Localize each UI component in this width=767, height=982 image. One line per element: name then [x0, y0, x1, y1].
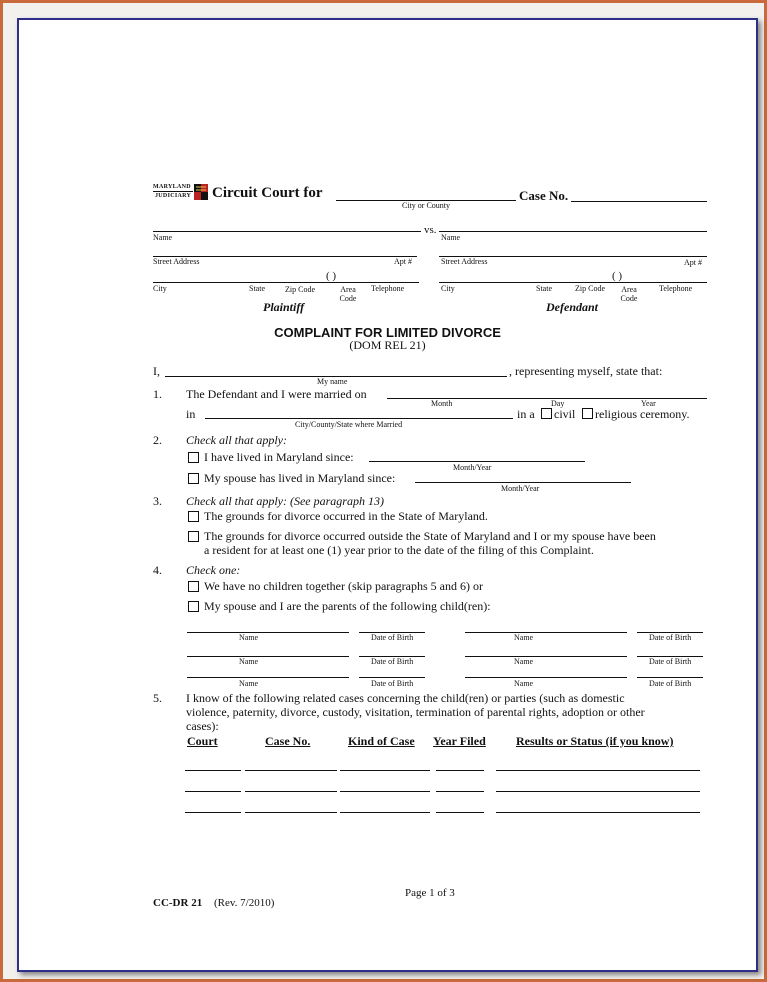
kind-of-case-line[interactable]: [340, 812, 430, 813]
child-dob-label: Date of Birth: [371, 657, 414, 666]
p2-opt1-label: I have lived in Maryland since:: [204, 450, 354, 464]
p4-instruction: Check one:: [186, 563, 241, 577]
child-dob-label: Date of Birth: [371, 679, 414, 688]
plaintiff-city-line[interactable]: [153, 282, 419, 283]
logo-line2: JUDICIARY: [155, 193, 192, 199]
court-line[interactable]: [185, 812, 241, 813]
plaintiff-state-label: State: [249, 284, 265, 293]
p3-opt2-line1: The grounds for divorce occurred outside the State of Maryland and I or my spouse have been: [204, 529, 656, 543]
plaintiff-street-label: Street Address: [153, 257, 200, 266]
defendant-area-parens: ( ): [612, 270, 623, 282]
results-line[interactable]: [496, 812, 700, 813]
form-subtitle: (DOM REL 21): [349, 338, 426, 352]
case-no-line[interactable]: [245, 770, 337, 771]
child-name-label: Name: [514, 633, 534, 642]
child-name-line[interactable]: [187, 656, 349, 657]
maryland-flag-icon: [194, 184, 208, 201]
p2-opt2-label: My spouse has lived in Maryland since:: [204, 471, 396, 485]
year-filed-line[interactable]: [436, 791, 484, 792]
p5-number: 5.: [153, 691, 162, 705]
child-name-label: Name: [239, 679, 259, 688]
defendant-street-label: Street Address: [441, 257, 488, 266]
vs-text: vs.: [424, 224, 437, 236]
p1-text: The Defendant and I were married on: [186, 387, 367, 401]
logo-line1: MARYLAND: [153, 184, 191, 190]
maryland-judiciary-logo: [153, 184, 211, 204]
child-dob-label: Date of Birth: [649, 679, 692, 688]
p4-opt1-label: We have no children together (skip paragraphs 5 and 6) or: [204, 579, 483, 593]
my-name-label: My name: [317, 377, 348, 386]
defendant-name-line[interactable]: [439, 231, 707, 232]
p3-number: 3.: [153, 494, 162, 508]
p4-number: 4.: [153, 563, 162, 577]
results-line[interactable]: [496, 791, 700, 792]
defendant-city-label: City: [441, 284, 455, 293]
city-county-label: City or County: [402, 201, 451, 210]
intro-i: I,: [153, 364, 160, 378]
child-name-line[interactable]: [187, 677, 349, 678]
p3-opt2-line2: a resident for at least one (1) year prior to the date of the filing of this Complaint.: [204, 543, 594, 557]
p5-line3: cases):: [186, 719, 219, 733]
form-id: CC-DR 21: [153, 897, 203, 909]
child-name-line[interactable]: [465, 656, 627, 657]
p2-instruction: Check all that apply:: [186, 433, 287, 447]
p2-opt1-month-year: Month/Year: [453, 463, 492, 472]
p2-opt1-line[interactable]: [369, 461, 585, 462]
child-name-line[interactable]: [465, 677, 627, 678]
p1-day-label: Day: [551, 399, 565, 408]
child-dob-label: Date of Birth: [649, 657, 692, 666]
p1-in-a: in a: [517, 407, 535, 421]
p4-opt2-checkbox[interactable]: [188, 601, 199, 612]
plaintiff-telephone-label: Telephone: [371, 284, 405, 293]
child-dob-line[interactable]: [637, 677, 703, 678]
civil-checkbox[interactable]: [541, 408, 552, 419]
col-results-status: Results or Status (if you know): [516, 734, 674, 748]
year-filed-line[interactable]: [436, 770, 484, 771]
marriage-place-line[interactable]: [205, 418, 513, 419]
p1-month-label: Month: [431, 399, 453, 408]
court-line[interactable]: [185, 791, 241, 792]
p3-opt1-label: The grounds for divorce occurred in the State of Maryland.: [204, 509, 488, 523]
plaintiff-label: Plaintiff: [263, 300, 305, 314]
child-dob-label: Date of Birth: [649, 633, 692, 642]
p3-opt1-checkbox[interactable]: [188, 511, 199, 522]
religious-label: religious ceremony.: [595, 407, 690, 421]
p4-opt2-label: My spouse and I are the parents of the following child(ren):: [204, 599, 491, 613]
court-line[interactable]: [185, 770, 241, 771]
results-line[interactable]: [496, 770, 700, 771]
kind-of-case-line[interactable]: [340, 770, 430, 771]
civil-label: civil: [554, 407, 576, 421]
case-no-line[interactable]: [245, 791, 337, 792]
intro-representing: , representing myself, state that:: [509, 364, 663, 378]
col-court: Court: [187, 734, 218, 748]
child-name-label: Name: [514, 657, 534, 666]
child-name-line[interactable]: [465, 632, 627, 633]
court-title: Circuit Court for: [212, 185, 323, 201]
col-year-filed: Year Filed: [433, 734, 486, 748]
religious-checkbox[interactable]: [582, 408, 593, 419]
form-page: [17, 18, 758, 972]
p1-number: 1.: [153, 387, 162, 401]
p1-year-label: Year: [641, 399, 656, 408]
col-case-no: Case No.: [265, 734, 311, 748]
case-no-line[interactable]: [571, 201, 707, 202]
p2-opt2-month-year: Month/Year: [501, 484, 540, 493]
p5-line1: I know of the following related cases concerning the child(ren) or parties (such as domestic: [186, 691, 625, 705]
defendant-label: Defendant: [546, 300, 598, 314]
defendant-city-line[interactable]: [439, 282, 707, 283]
col-kind-of-case: Kind of Case: [348, 734, 415, 748]
p2-opt2-line[interactable]: [415, 482, 631, 483]
child-name-label: Name: [239, 633, 259, 642]
child-dob-label: Date of Birth: [371, 633, 414, 642]
p3-opt2-checkbox[interactable]: [188, 531, 199, 542]
defendant-apt-label: Apt #: [684, 258, 702, 267]
defendant-telephone-label: Telephone: [659, 284, 693, 293]
p1-in: in: [186, 407, 196, 421]
plaintiff-area-code-label: Area Code: [339, 285, 357, 303]
p5-line2: violence, paternity, divorce, custody, visitation, termination of parental rights, adoption or other: [186, 705, 645, 719]
plaintiff-name-label: Name: [153, 233, 173, 242]
plaintiff-name-line[interactable]: [153, 231, 421, 232]
defendant-area-code-label: Area Code: [620, 285, 638, 303]
p2-number: 2.: [153, 433, 162, 447]
p1-place-label: City/County/State where Married: [295, 420, 403, 429]
plaintiff-city-label: City: [153, 284, 167, 293]
defendant-state-label: State: [536, 284, 552, 293]
child-name-line[interactable]: [187, 632, 349, 633]
p4-opt1-checkbox[interactable]: [188, 581, 199, 592]
defendant-name-label: Name: [441, 233, 461, 242]
plaintiff-apt-label: Apt #: [394, 257, 412, 266]
child-name-label: Name: [514, 679, 534, 688]
p3-instruction: Check all that apply: (See paragraph 13): [186, 494, 384, 508]
defendant-zip-label: Zip Code: [575, 284, 605, 293]
child-name-label: Name: [239, 657, 259, 666]
kind-of-case-line[interactable]: [340, 791, 430, 792]
p2-opt2-checkbox[interactable]: [188, 473, 199, 484]
case-no-line[interactable]: [245, 812, 337, 813]
form-title: COMPLAINT FOR LIMITED DIVORCE: [274, 325, 501, 340]
form-revision: (Rev. 7/2010): [214, 897, 275, 909]
year-filed-line[interactable]: [436, 812, 484, 813]
child-dob-line[interactable]: [359, 677, 425, 678]
plaintiff-zip-label: Zip Code: [285, 285, 315, 294]
case-no-label: Case No.: [519, 188, 569, 203]
page-number: Page 1 of 3: [405, 887, 455, 899]
p2-opt1-checkbox[interactable]: [188, 452, 199, 463]
plaintiff-area-parens: ( ): [326, 270, 337, 282]
